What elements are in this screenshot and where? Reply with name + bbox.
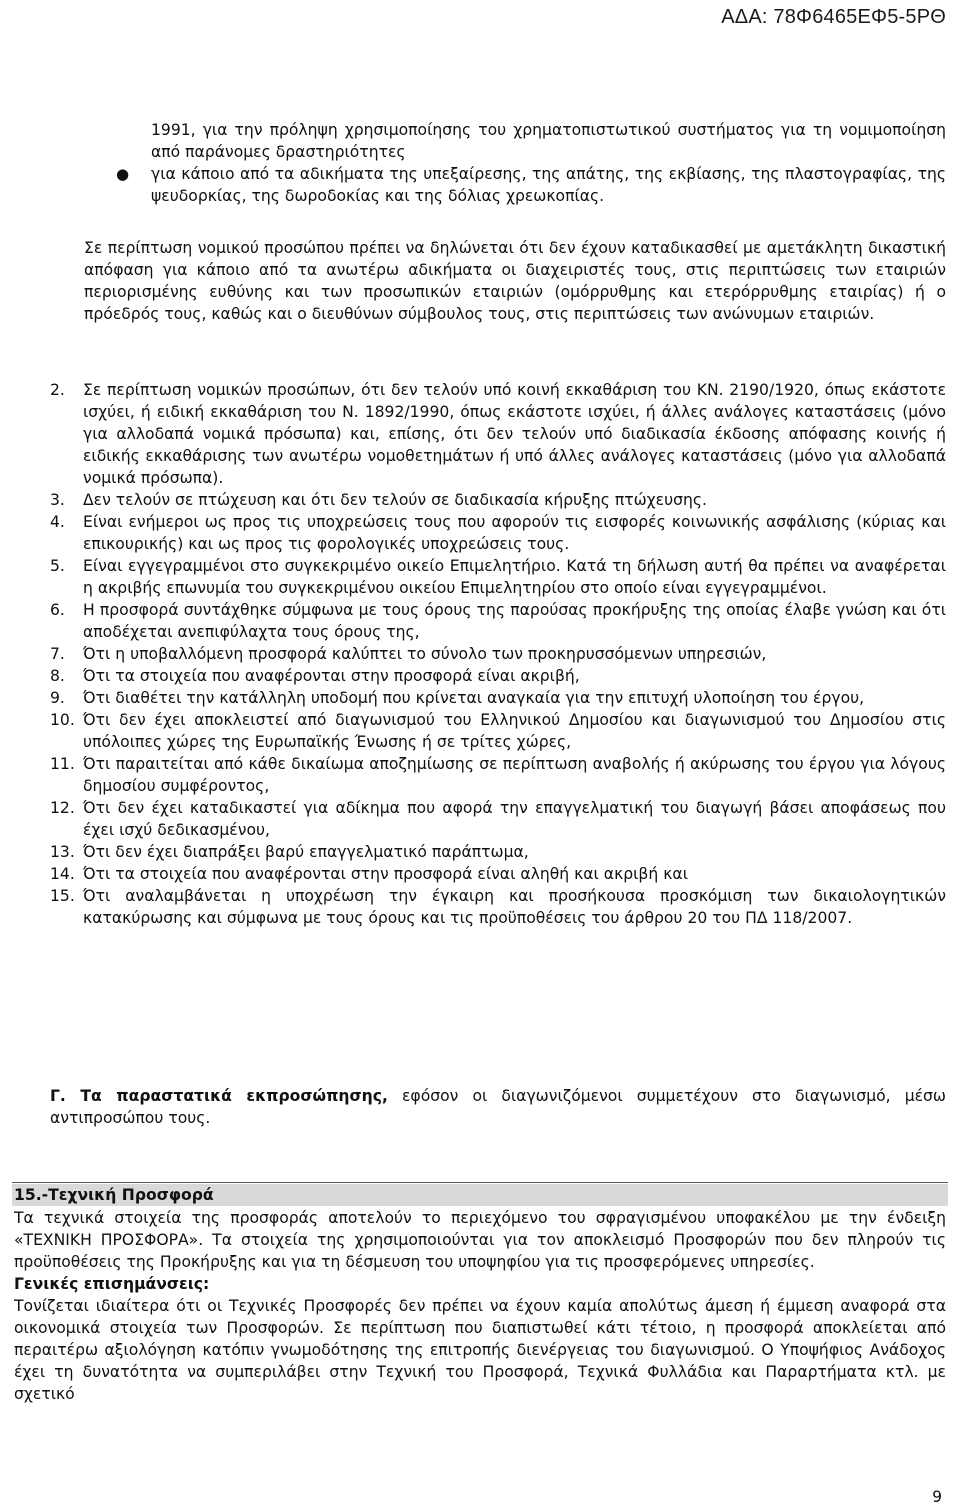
bullet-item-text: για κάποιο από τα αδικήματα της υπεξαίρεσης, της απάτης, της εκβίασης, της πλαστογραφίας, της ψευδορκίας, της δωροδοκίας και της δόλιας χρεωκοπίας. <box>151 165 946 205</box>
list-item <box>50 687 946 709</box>
list-item-number: 13. <box>50 843 75 861</box>
list-item-number: 8. <box>50 667 65 685</box>
list-item-number: 4. <box>50 513 65 531</box>
list-item-text: Ότι δεν έχει καταδικαστεί για αδίκημα που αφορά την επαγγελματική του διαγωγή βάσει αποφάσεως που έχει ισχύ δεδικασμένου, <box>83 799 946 839</box>
list-item <box>50 665 946 687</box>
list-item-text: Είναι εγγεγραμμένοι στο συγκεκριμένο οικείο Επιμελητήριο. Κατά τη δήλωση αυτή θα πρέπει να αναφέρεται η ακριβής επωνυμία του συγκεκριμένου οικείου Επιμελητηρίου στο οποίο είναι εγγεγραμμένοι. <box>83 557 946 597</box>
section-15-body <box>14 1207 946 1405</box>
list-item <box>50 709 946 753</box>
list-item-number: 2. <box>50 381 65 399</box>
list-item-text: Ότι παραιτείται από κάθε δικαίωμα αποζημίωσης σε περίπτωση αναβολής ή ακύρωσης του έργου για λόγους δημοσίου συμφέροντος, <box>83 755 946 795</box>
list-item-text: Δεν τελούν σε πτώχευση και ότι δεν τελούν σε διαδικασία κήρυξης πτώχευσης. <box>83 491 708 509</box>
section-15-paragraph1: Τα τεχνικά στοιχεία της προσφοράς αποτελούν το περιεχόμενο του σφραγισμένου υποφακέλου με την ένδειξη «ΤΕΧΝΙΚΗ ΠΡΟΣΦΟΡΑ». Τα στοιχεία της χρησιμοποιούνται για τον αποκλεισμό Προσφορών που δεν πληρούν τις προϋποθέσεις της Προκήρυξης και για τη δέσμευση του υποψηφίου για τις προσφερόμενες υπηρεσίες. <box>14 1209 946 1271</box>
list-item-number: 3. <box>50 491 65 509</box>
section-15-title: 15.-Τεχνική Προσφορά <box>12 1184 948 1206</box>
numbered-list <box>50 379 946 929</box>
section-g-text: εφόσον οι διαγωνιζόμενοι συμμετέχουν στο διαγωνισμό, μέσω αντιπροσώπου τους. <box>50 1087 946 1127</box>
list-item <box>50 797 946 841</box>
list-item-text: Ότι διαθέτει την κατάλληλη υποδομή που κρίνεται αναγκαία για την επιτυχή υλοποίηση του έργου, <box>83 689 865 707</box>
list-item-number: 7. <box>50 645 65 663</box>
legal-entity-paragraph: Σε περίπτωση νομικού προσώπου πρέπει να δηλώνεται ότι δεν έχουν καταδικασθεί με αμετάκλητη δικαστική απόφαση για κάποιο από τα ανωτέρω αδικήματα οι διαχειριστές τους, στις περιπτώσεις των εταιριών περιορισμένης ευθύνης και των προσωπικών εταιριών (ομόρρυθμης και ετερόρρυθμης εταιρίας) ή ο πρόεδρός τους, καθώς και ο διευθύνων σύμβουλος τους, στις περιπτώσεις των ανώνυμων εταιριών. <box>84 239 946 323</box>
list-item-number: 14. <box>50 865 75 883</box>
list-item-number: 12. <box>50 799 75 817</box>
list-item <box>50 885 946 929</box>
list-item-text: Σε περίπτωση νομικών προσώπων, ότι δεν τελούν υπό κοινή εκκαθάριση του ΚΝ. 2190/1920, όπως εκάστοτε ισχύει, ή ειδική εκκαθάριση του Ν. 1892/1990, όπως εκάστοτε ισχύει, ή άλλες ανάλογες καταστάσεις (μόνο για αλλοδαπά νομικά πρόσωπα) και, επίσης, ότι δεν τελούν υπό διαδικασία έκδοσης απόφασης κοινής ή ειδικής εκκαθάρισης των ανωτέρω νομοθετημάτων ή υπό άλλες ανάλογες καταστάσεις (μόνο για αλλοδαπά νομικά πρόσωπα). <box>83 381 946 487</box>
ada-code: ΑΔΑ: 78Φ6465ΕΦ5-5ΡΘ <box>721 6 946 28</box>
list-item-number: 9. <box>50 689 65 707</box>
general-notes-heading: Γενικές επισημάνσεις: <box>14 1275 210 1293</box>
section-divider <box>12 1182 948 1183</box>
list-item-text: Είναι ενήμεροι ως προς τις υποχρεώσεις τους που αφορούν τις εισφορές κοινωνικής ασφάλισης (κύριας και επικουρικής) και ως προς τις φορολογικές υποχρεώσεις τους. <box>83 513 946 553</box>
list-item-number: 11. <box>50 755 75 773</box>
list-item-text: Ότι δεν έχει διαπράξει βαρύ επαγγελματικό παράπτωμα, <box>83 843 529 861</box>
section-g <box>50 1085 946 1129</box>
list-item <box>50 643 946 665</box>
list-item-text: Ότι τα στοιχεία που αναφέρονται στην προσφορά είναι αληθή και ακριβή και <box>83 865 688 883</box>
list-item <box>50 511 946 555</box>
bullet-continuation: 1991, για την πρόληψη χρησιμοποίησης του χρηματοπιστωτικού συστήματος για τη νομιμοποίηση από παράνομες δραστηριότητες <box>151 121 946 161</box>
section-g-heading: Γ. Τα παραστατικά εκπροσώπησης, <box>50 1087 388 1105</box>
list-item <box>50 379 946 489</box>
list-item-text: Ότι αναλαμβάνεται η υποχρέωση την έγκαιρη και προσήκουσα προσκόμιση των δικαιολογητικών κατακύρωσης και σύμφωνα με τους όρους και τις προϋποθέσεις του άρθρου 20 του ΠΔ 118/2007. <box>83 887 946 927</box>
list-item <box>50 753 946 797</box>
list-item-text: Ότι η υποβαλλόμενη προσφορά καλύπτει το σύνολο των προκηρυσσόμενων υπηρεσιών, <box>83 645 767 663</box>
list-item <box>50 841 946 863</box>
list-item <box>50 863 946 885</box>
list-item <box>50 599 946 643</box>
bullet-dot-icon: ● <box>116 165 130 183</box>
list-item-text: Ότι τα στοιχεία που αναφέρονται στην προσφορά είναι ακριβή, <box>83 667 580 685</box>
bullet-block <box>116 119 946 207</box>
page-number: 9 <box>932 1488 942 1506</box>
list-item <box>50 489 946 511</box>
list-item-number: 6. <box>50 601 65 619</box>
list-item-number: 15. <box>50 887 75 905</box>
list-item <box>50 555 946 599</box>
section-15-paragraph2: Τονίζεται ιδιαίτερα ότι οι Τεχνικές Προσφορές δεν πρέπει να έχουν καμία απολύτως άμεση ή έμμεση αναφορά στα οικονομικά στοιχεία των Προσφορών. Σε περίπτωση που διαπιστωθεί κάτι τέτοιο, η προσφορά αποκλείεται από περαιτέρω αξιολόγηση κατόπιν γνωμοδότησης της επιτροπής διενέργειας του διαγωνισμού. Ο Υποψήφιος Ανάδοχος έχει τη δυνατότητα να συμπεριλάβει στην Τεχνική του Προσφορά, Τεχνικά Φυλλάδια και Παραρτήματα κτλ. με σχετικό <box>14 1297 946 1403</box>
list-item-number: 5. <box>50 557 65 575</box>
list-item-text: Ότι δεν έχει αποκλειστεί από διαγωνισμού του Ελληνικού Δημοσίου και διαγωνισμού του Δημοσίου στις υπόλοιπες χώρες της Ευρωπαϊκής Ένωσης ή σε τρίτες χώρες, <box>83 711 946 751</box>
list-item-number: 10. <box>50 711 75 729</box>
bullet-item <box>116 163 946 207</box>
list-item-text: Η προσφορά συντάχθηκε σύμφωνα με τους όρους της παρούσας προκήρυξης της οποίας έλαβε γνώση και ότι αποδέχεται ανεπιφύλαχτα τους όρους της, <box>83 601 946 641</box>
